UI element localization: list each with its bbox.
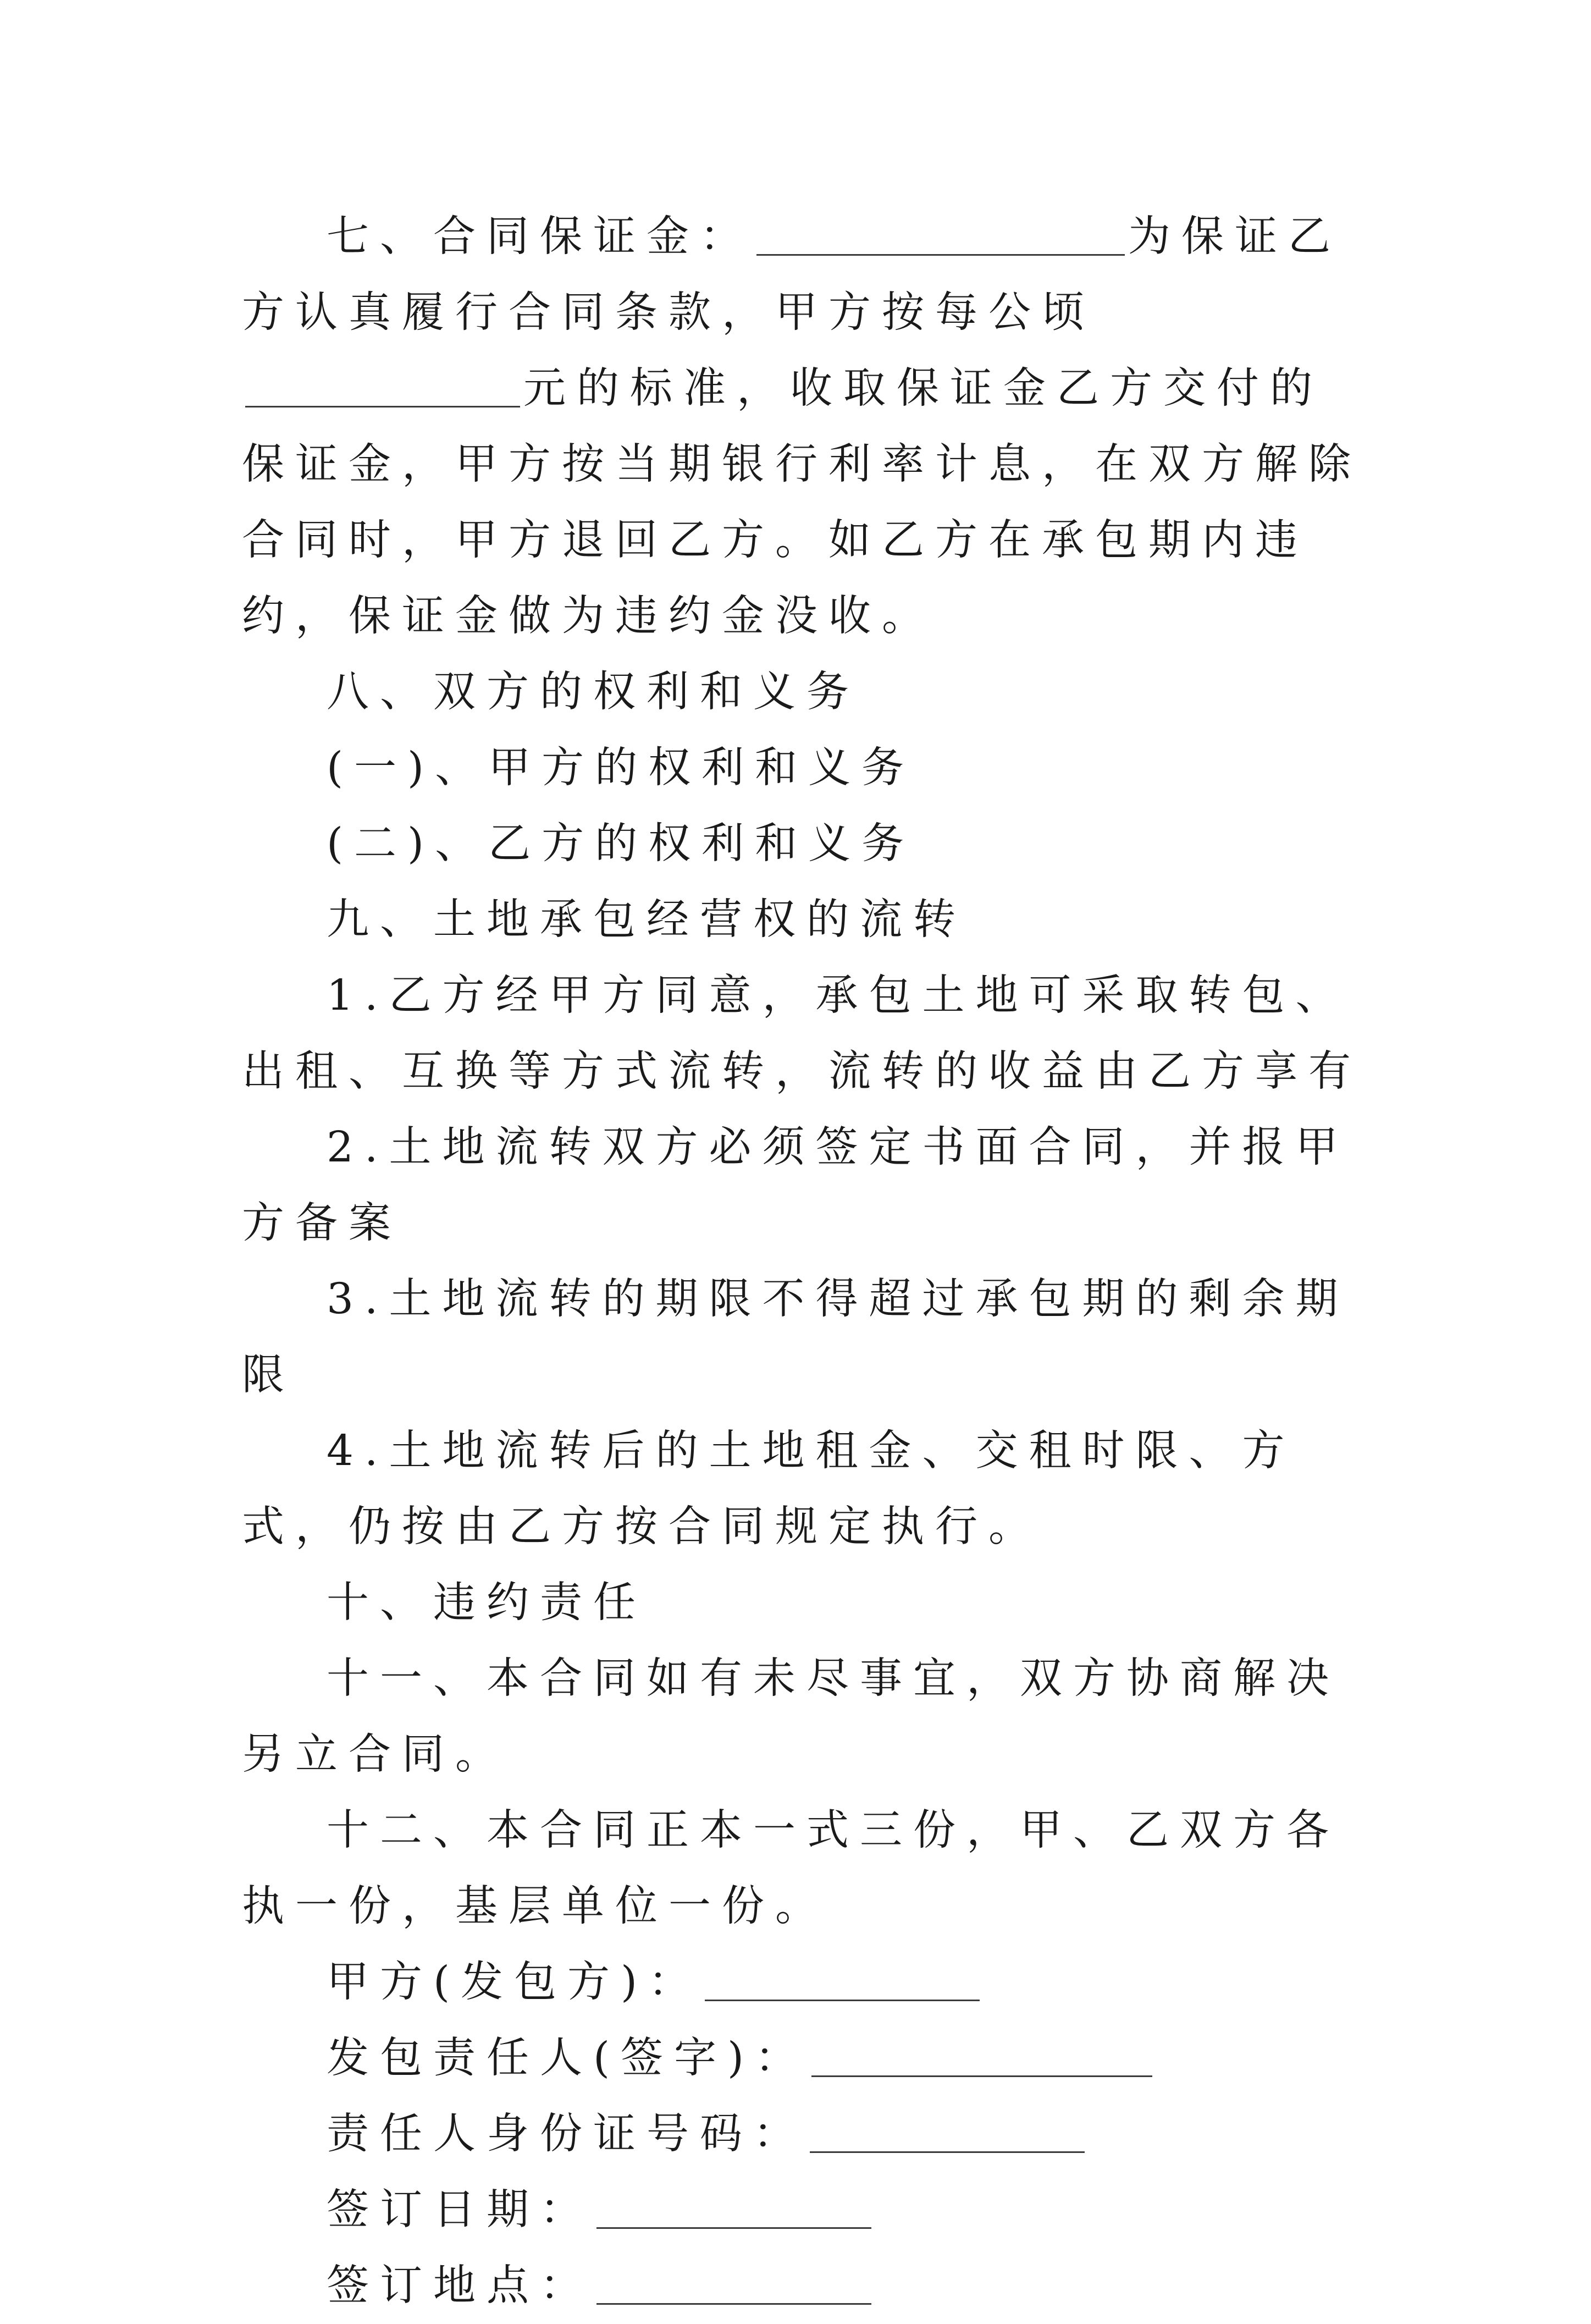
section-9-item-3: 3.土地流转的期限不得超过承包期的剩余期限 [242,1275,1349,1400]
deposit-amount-blank[interactable] [756,214,1125,256]
section-7-text-1: 七、合同保证金： [327,212,753,261]
signer-label: 发包责任人(签字)： [327,2034,809,2083]
id-number-line [242,2096,1363,2172]
sign-place-line [242,2248,1363,2324]
section-9-item-4: 4.土地流转后的土地租金、交租时限、方式，仍按由乙方按合同规定执行。 [242,1427,1296,1551]
signer-line [242,2020,1363,2096]
section-9-title: 九、土地承包经营权的流转 [327,895,966,944]
id-number-blank[interactable] [810,2111,1085,2153]
sign-date-blank[interactable] [596,2187,871,2229]
party-a-label: 甲方(发包方)： [327,1958,702,2007]
sign-place-label: 签订地点： [327,2261,593,2310]
section-8-item-1: (一)、甲方的权利和义务 [327,744,915,792]
sign-date-line [242,2172,1363,2248]
deposit-rate-blank[interactable] [245,366,520,407]
section-7-deposit [242,199,1363,654]
sign-date-label: 签订日期： [327,2185,593,2234]
section-11: 十一、本合同如有未尽事宜，双方协商解决另立合同。 [242,1654,1340,1779]
sign-place-blank[interactable] [596,2263,871,2305]
section-8-title: 八、双方的权利和义务 [327,668,860,717]
section-9-item-2: 2.土地流转双方必须签定书面合同，并报甲方备案 [242,1123,1349,1248]
section-8-item-2: (二)、乙方的权利和义务 [327,819,915,868]
section-7-text-2: 为保证乙方认真履行合同条款，甲方按每公顷 [242,212,1341,337]
section-9-item-1: 1.乙方经甲方同意，承包土地可采取转包、出租、互换等方式流转，流转的收益由乙方享有 [242,971,1362,1096]
section-7-text-3: 元的标准，收取保证金乙方交付的保证金，甲方按当期银行利率计息，在双方解除合同时，甲方退回乙方。如乙方在承包期内违约，保证金做为违约金没收。 [242,364,1362,641]
party-a-line [242,1945,1363,2020]
section-10-title: 十、违约责任 [327,1578,647,1627]
document-body [242,199,1363,2324]
id-number-label: 责任人身份证号码： [327,2110,806,2158]
party-a-blank[interactable] [705,1959,980,2001]
signer-blank[interactable] [811,2035,1152,2077]
section-12: 十二、本合同正本一式三份，甲、乙双方各执一份，基层单位一份。 [242,1806,1340,1931]
